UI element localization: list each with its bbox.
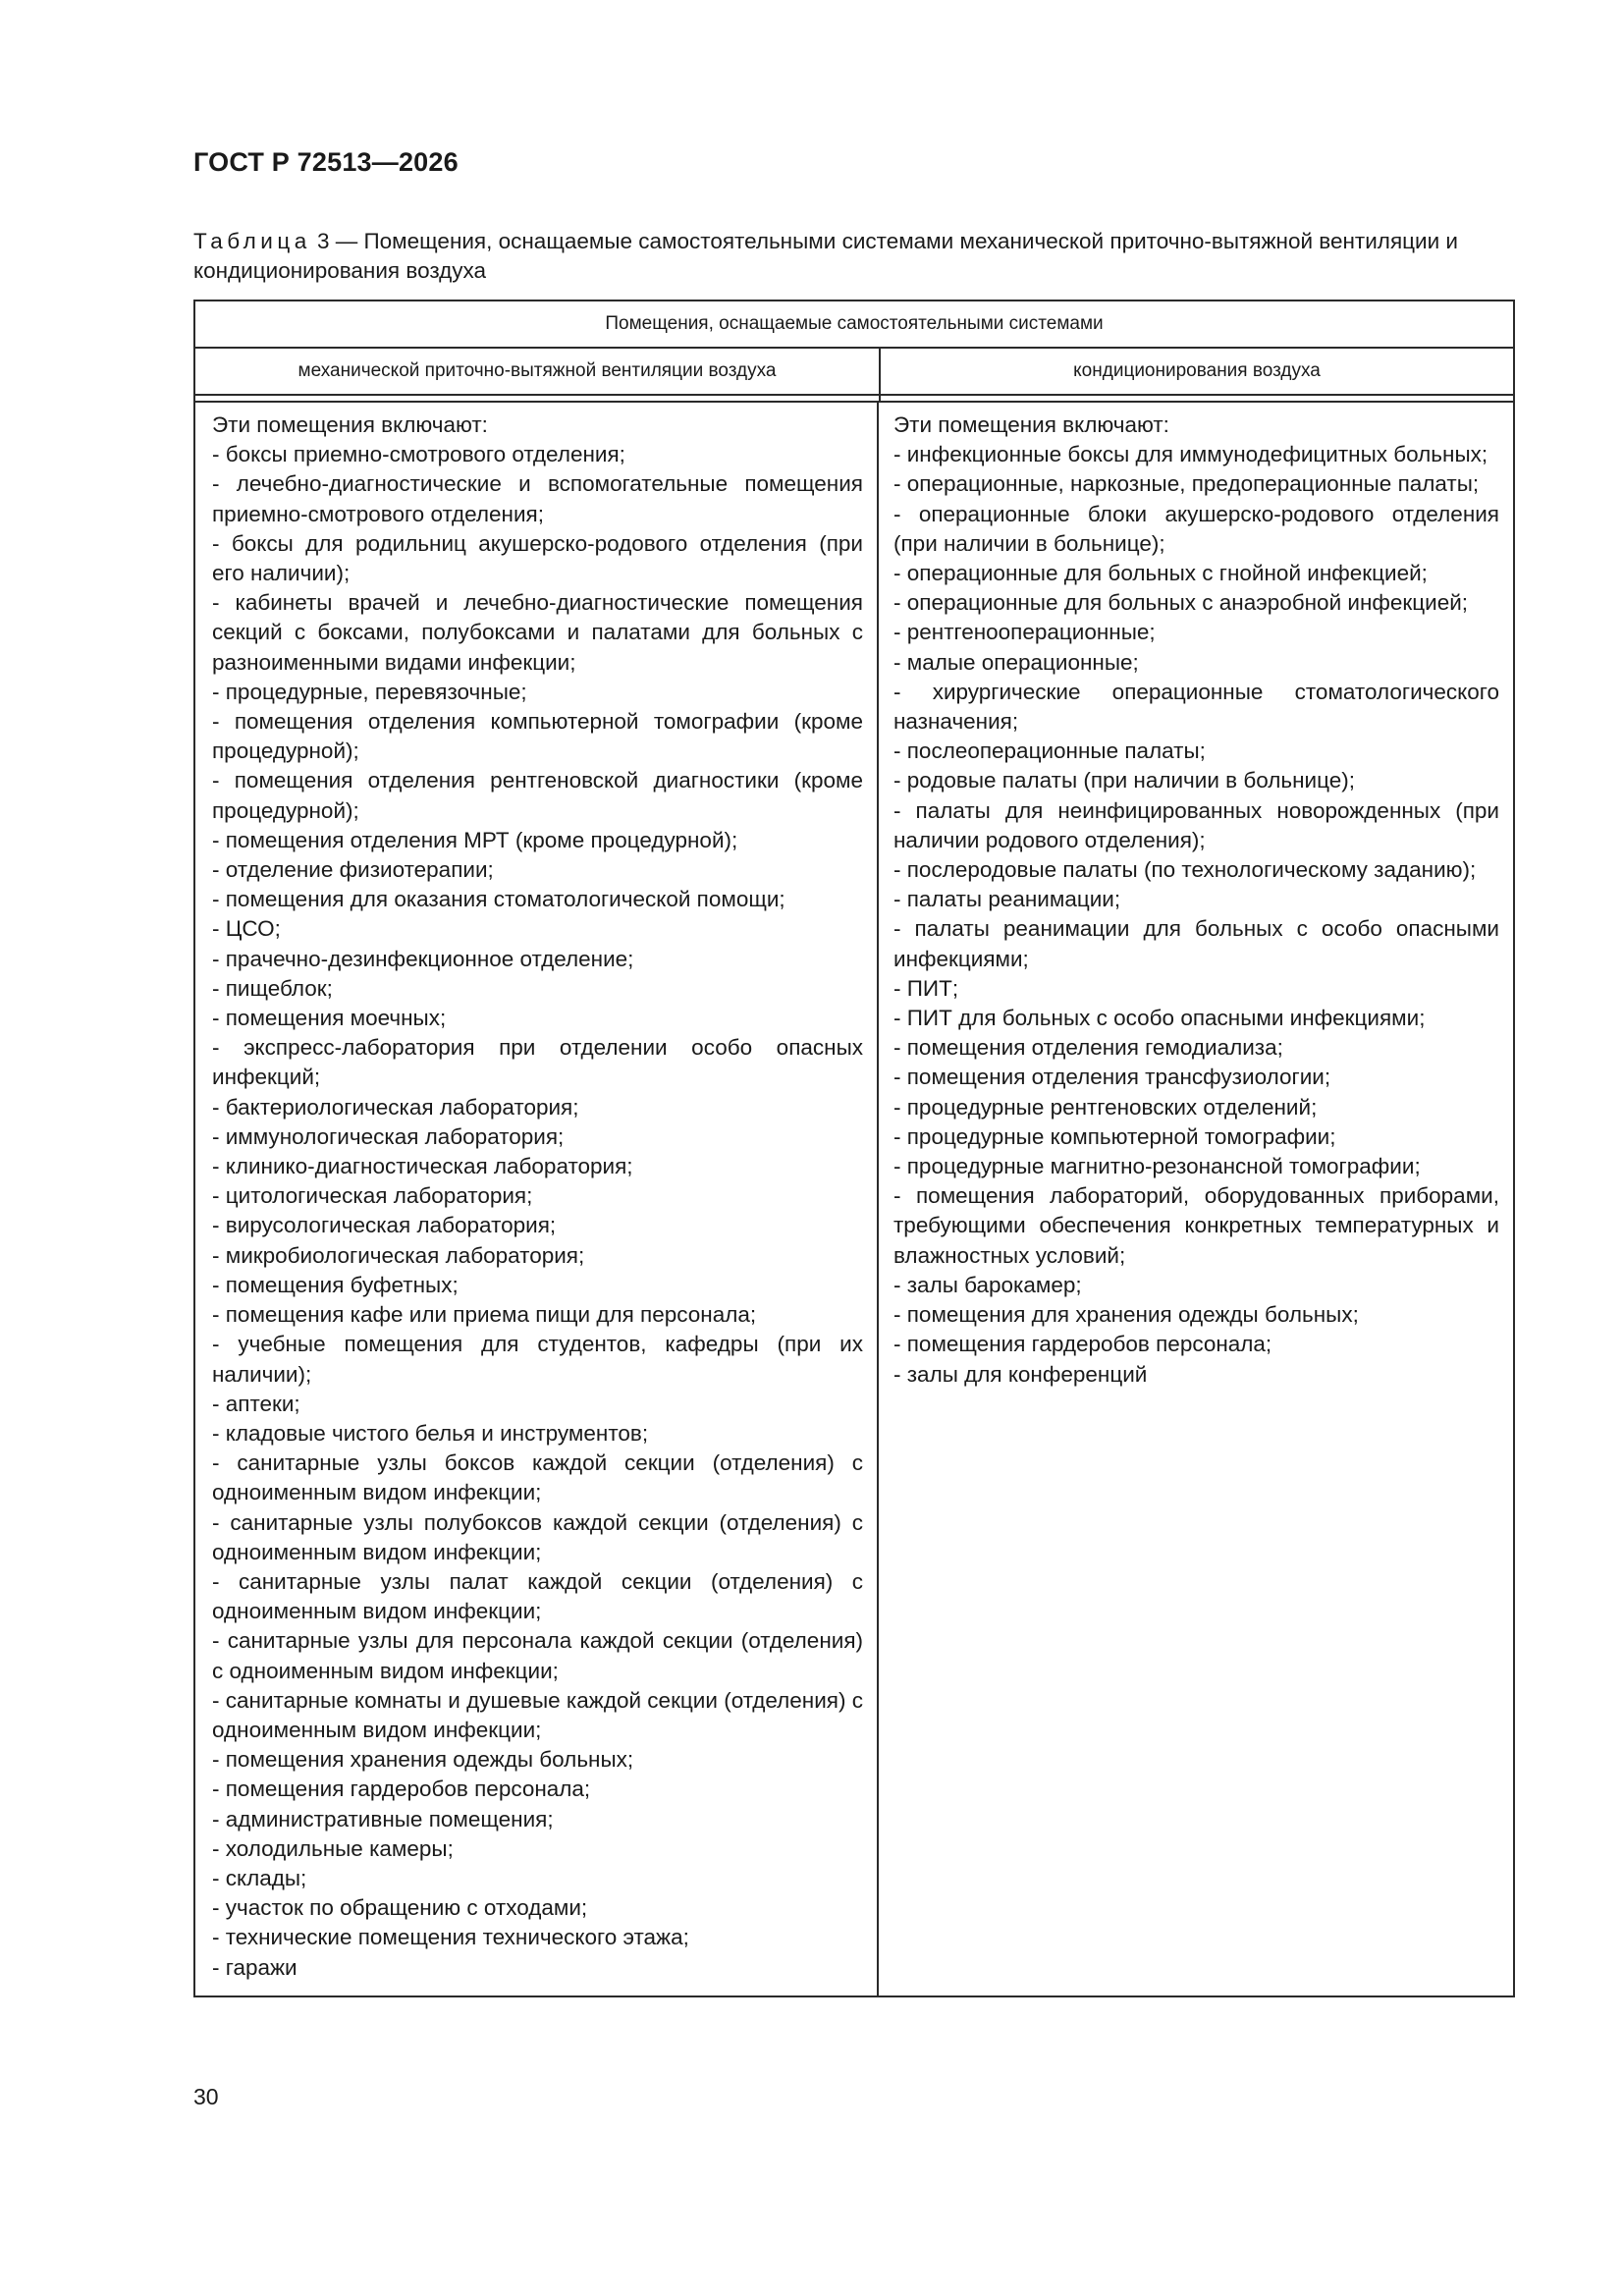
air-conditioning-room-item: - ПИТ для больных с особо опасными инфекциями; [893,1006,1426,1031]
ventilation-rooms-cell [195,403,879,1995]
ventilation-room-item: - клинико-диагностическая лаборатория; [212,1154,633,1179]
document-code: ГОСТ Р 72513—2026 [193,147,459,177]
air-conditioning-room-item: - палаты для неинфицированных новорожденных (при наличии родового отделения); [893,797,1499,852]
air-conditioning-room-item: - операционные для больных с анаэробной инфекцией; [893,590,1469,616]
ventilation-room-item: - помещения гардеробов персонала; [212,1777,591,1802]
header-double-rule [195,396,1513,403]
ventilation-room-item: - боксы приемно-смотрового отделения; [212,442,625,467]
air-conditioning-room-item: - залы барокамер; [893,1272,1082,1297]
ventilation-room-item: - санитарные узлы боксов каждой секции (отделения) с одноименным видом инфекции; [212,1450,863,1505]
ventilation-room-item: - санитарные узлы палат каждой секции (отделения) с одноименным видом инфекции; [212,1568,863,1624]
air-conditioning-room-item: - малые операционные; [893,649,1139,675]
air-conditioning-room-item: - процедурные компьютерной томографии; [893,1123,1336,1149]
ventilation-room-item: - помещения отделения компьютерной томографии (кроме процедурной); [212,709,863,764]
ventilation-room-item: - ЦСО; [212,916,281,942]
ventilation-room-item: - участок по обращению с отходами; [212,1895,588,1921]
ventilation-room-item: - иммунологическая лаборатория; [212,1123,565,1149]
air-conditioning-room-item: - родовые палаты (при наличии в больнице); [893,768,1355,793]
table-body-row [195,403,1513,1995]
ventilation-room-item: - бактериологическая лаборатория; [212,1094,579,1120]
air-conditioning-room-item: - операционные блоки акушерско-родового отделения (при наличии в больнице); [893,501,1499,556]
header-ventilation: механической приточно-вытяжной вентиляции воздуха [195,349,881,394]
ventilation-room-item: - помещения моечных; [212,1006,447,1031]
ventilation-room-item: - цитологическая лаборатория; [212,1183,533,1209]
ventilation-room-item: - помещения отделения рентгеновской диагностики (кроме процедурной); [212,768,863,823]
air-conditioning-room-item: - помещения отделения трансфузиологии; [893,1065,1331,1090]
air-conditioning-room-item: - послеродовые палаты (по технологическому заданию); [893,857,1477,883]
ventilation-room-item: - помещения для оказания стоматологической помощи; [212,887,785,912]
table-caption-label: Таблица [193,229,311,253]
ventilation-room-item: - административные помещения; [212,1806,554,1831]
air-conditioning-room-item: - процедурные рентгеновских отделений; [893,1094,1318,1120]
air-conditioning-room-item: - хирургические операционные стоматологического назначения; [893,679,1499,735]
air-conditioning-rooms-cell [879,403,1513,1995]
ventilation-room-item: - экспресс-лаборатория при отделении особо опасных инфекций; [212,1035,863,1090]
ventilation-room-item: - боксы для родильниц акушерско-родового отделения (при его наличии); [212,530,863,586]
table-caption [193,227,1514,286]
air-conditioning-room-item: Эти помещения включают: [893,412,1169,437]
air-conditioning-room-item: - палаты реанимации; [893,887,1121,912]
ventilation-room-item: - технические помещения технического этажа; [212,1925,689,1950]
ventilation-room-item: - микробиологическая лаборатория; [212,1242,585,1268]
ventilation-room-item: - холодильные камеры; [212,1835,454,1861]
ventilation-room-item: - помещения отделения МРТ (кроме процедурной); [212,827,738,852]
ventilation-room-item: - санитарные узлы полубоксов каждой секции (отделения) с одноименным видом инфекции; [212,1509,863,1564]
air-conditioning-room-item: - ПИТ; [893,975,959,1001]
air-conditioning-room-item: - помещения для хранения одежды больных; [893,1302,1359,1328]
ventilation-room-item: - санитарные узлы для персонала каждой секции (отделения) с одноименным видом инфекции; [212,1628,863,1683]
header-air-conditioning: кондиционирования воздуха [1073,360,1321,381]
air-conditioning-room-item: - залы для конференций [893,1361,1148,1387]
ventilation-room-item: - помещения буфетных; [212,1272,459,1297]
ventilation-room-item: - вирусологическая лаборатория; [212,1213,557,1238]
ventilation-room-item: - прачечно-дезинфекционное отделение; [212,946,634,971]
air-conditioning-room-item: - операционные для больных с гнойной инфекцией; [893,561,1428,586]
air-conditioning-room-item: - рентгенооперационные; [893,620,1156,645]
ventilation-room-item: - кладовые чистого белья и инструментов; [212,1420,649,1446]
air-conditioning-room-item: - операционные, наркозные, предоперационные палаты; [893,471,1480,497]
rooms-table [193,300,1515,1997]
ventilation-room-item: - гаражи [212,1954,298,1980]
ventilation-room-item: - санитарные комнаты и душевые каждой секции (отделения) с одноименным видом инфекции; [212,1687,863,1742]
ventilation-room-item: - пищеблок; [212,975,333,1001]
ventilation-room-item: - учебные помещения для студентов, кафедры (при их наличии); [212,1332,863,1387]
ventilation-room-item: - аптеки; [212,1391,300,1416]
page-number: 30 [193,2084,219,2109]
ventilation-room-item: - процедурные, перевязочные; [212,679,527,704]
air-conditioning-room-item: - помещения отделения гемодиализа; [893,1035,1283,1061]
ventilation-room-item: - отделение физиотерапии; [212,857,494,883]
air-conditioning-room-item: - помещения лабораторий, оборудованных приборами, требующими обеспечения конкретных температурных и влажностных условий; [893,1183,1499,1268]
ventilation-room-item: - помещения хранения одежды больных; [212,1747,634,1773]
air-conditioning-room-item: - инфекционные боксы для иммунодефицитных больных; [893,442,1488,467]
ventilation-room-item: Эти помещения включают: [212,412,488,437]
table-column-headers [195,349,1513,396]
air-conditioning-room-item: - палаты реанимации для больных с особо опасными инфекциями; [893,916,1499,971]
ventilation-room-item: - лечебно-диагностические и вспомогательные помещения приемно-смотрового отделения; [212,471,863,526]
table-caption-text: 3 — Помещения, оснащаемые самостоятельными системами механической приточно-вытяжной вентиляции и кондиционирования воздуха [193,229,1458,283]
air-conditioning-room-item: - послеоперационные палаты; [893,738,1206,764]
ventilation-room-item: - склады; [212,1865,307,1890]
air-conditioning-room-item: - процедурные магнитно-резонансной томографии; [893,1154,1421,1179]
ventilation-room-item: - помещения кафе или приема пищи для персонала; [212,1302,757,1328]
air-conditioning-room-item: - помещения гардеробов персонала; [893,1332,1272,1357]
ventilation-room-item: - кабинеты врачей и лечебно-диагностические помещения секций с боксами, полубоксами и палатами для больных с разноименными видами инфекции; [212,590,863,675]
table-top-header: Помещения, оснащаемые самостоятельными системами [195,301,1513,349]
